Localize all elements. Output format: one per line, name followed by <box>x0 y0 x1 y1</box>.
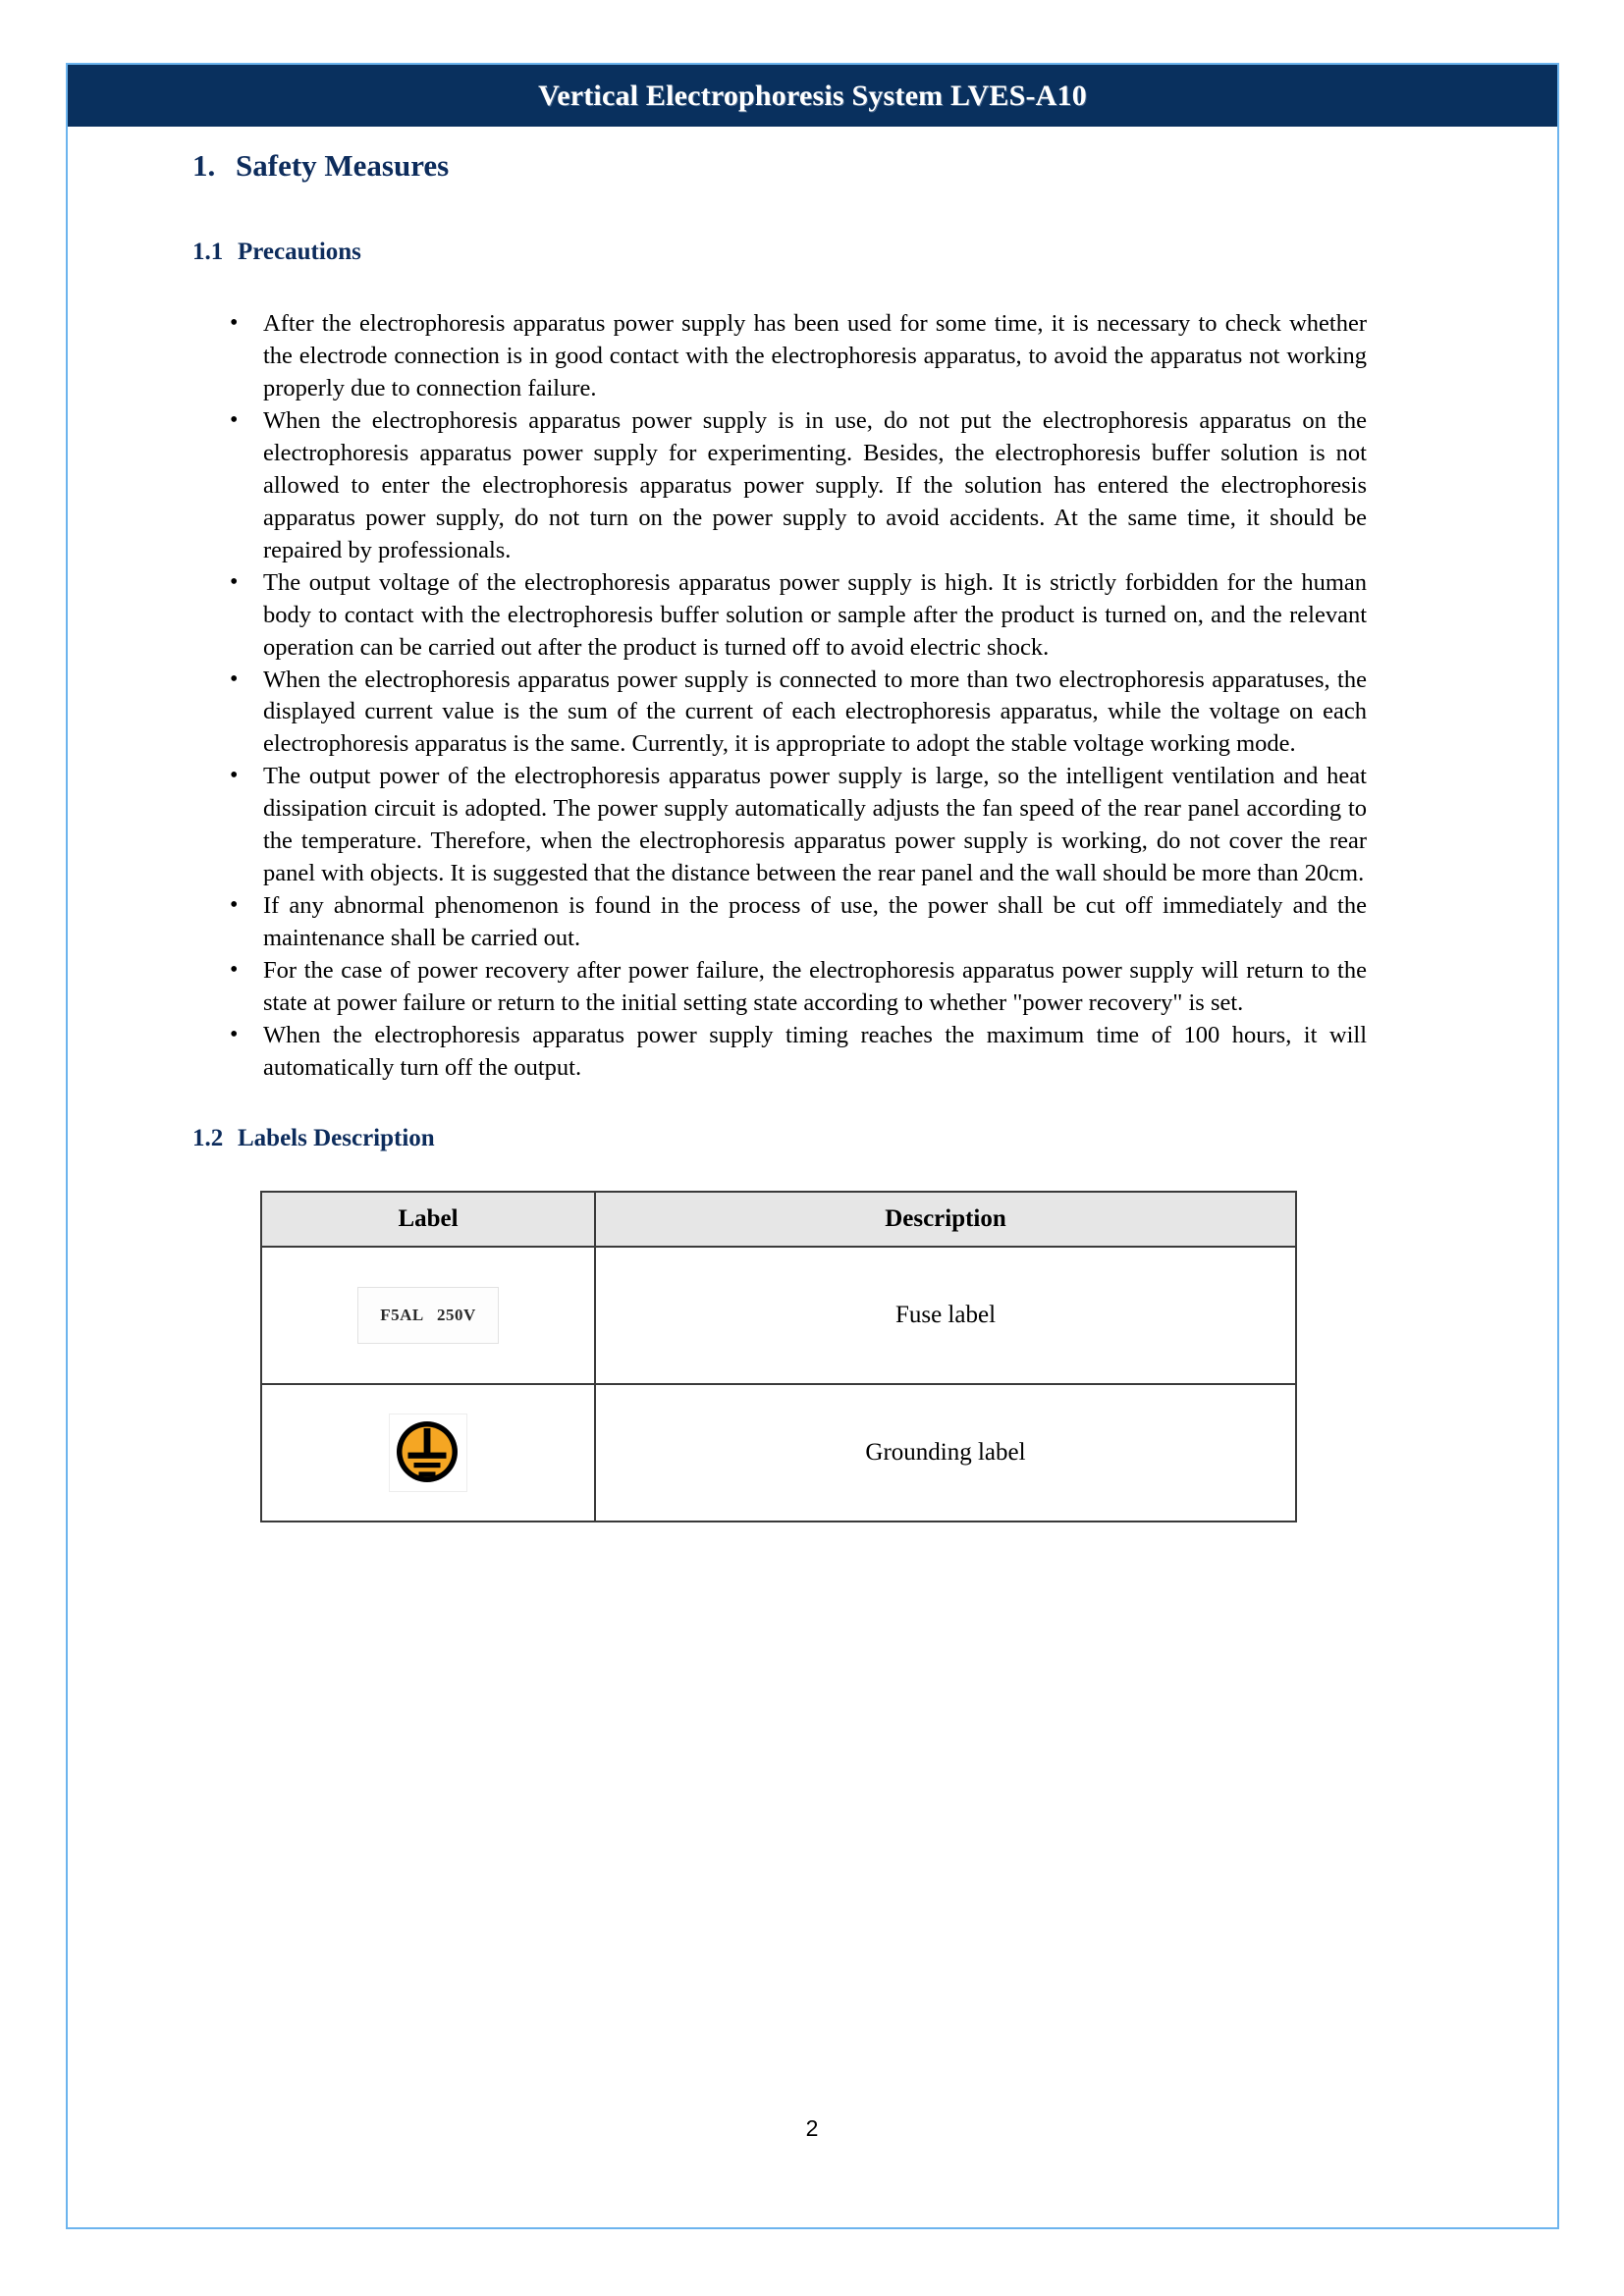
column-header-label: Label <box>261 1192 595 1247</box>
precaution-text: • The output voltage of the electrophoresis apparatus power supply is high. It is strictly forbidden for the human body to contact with the electrophoresis buffer solution or sample after the product is turned on, and the relevant operation can be carried out after the product is turned off to avoid electric shock. <box>263 568 1367 661</box>
section-number-1: 1. <box>192 148 216 183</box>
list-item <box>192 955 1367 1020</box>
table-row <box>261 1384 1296 1522</box>
section-number-1-1: 1.1 <box>192 239 224 266</box>
spacer <box>192 1085 1367 1124</box>
section-title-1-2: Labels Description <box>238 1124 435 1151</box>
precaution-text: • For the case of power recovery after power failure, the electrophoresis apparatus power supply will return to the state at power failure or return to the initial setting state according to whether "power recovery" is set. <box>263 956 1367 1016</box>
list-item <box>192 665 1367 762</box>
precaution-text: • After the electrophoresis apparatus power supply has been used for some time, it is necessary to check whether the electrode connection is in good contact with the electrophoresis apparatus, to avoid the apparatus not working properly due to connection failure. <box>263 310 1367 402</box>
section-heading-1-1 <box>192 238 1367 267</box>
grounding-description-cell: Grounding label <box>595 1384 1296 1522</box>
section-heading-1-2 <box>192 1124 1367 1153</box>
list-item <box>192 761 1367 890</box>
precaution-text: • The output power of the electrophoresis apparatus power supply is large, so the intelligent ventilation and heat dissipation circuit is adopted. The power supply automatically adjusts the fan speed of the rear panel according to the temperature. Therefore, when the electrophoresis apparatus power supply is working, do not cover the rear panel with objects. It is suggested that the distance between the rear panel and the wall should be more than 20cm. <box>263 763 1367 887</box>
labels-table-container <box>260 1191 1297 1522</box>
labels-description-table <box>260 1191 1297 1522</box>
section-title-1: Safety Measures <box>236 148 450 183</box>
precaution-text: • When the electrophoresis apparatus power supply is in use, do not put the electrophoresis apparatus on the electrophoresis apparatus power supply for experimenting. Besides, the electrophoresis buffer solution is not allowed to enter the electrophoresis apparatus power supply. If the solution has entered the electrophoresis apparatus power supply, do not turn on the power supply to avoid accidents. At the same time, it should be repaired by professionals. <box>263 407 1367 563</box>
section-heading-1 <box>192 147 1367 184</box>
list-item <box>192 567 1367 665</box>
section-number-1-2: 1.2 <box>192 1124 224 1151</box>
spacer <box>192 267 1367 308</box>
table-header-row <box>261 1192 1296 1247</box>
list-item <box>192 405 1367 567</box>
list-item <box>192 1020 1367 1085</box>
precaution-text: • If any abnormal phenomenon is found in the process of use, the power shall be cut off immediately and the maintenance shall be carried out. <box>263 892 1367 951</box>
list-item <box>192 890 1367 955</box>
grounding-label-cell <box>261 1384 595 1522</box>
column-header-description: Description <box>595 1192 1296 1247</box>
table-row <box>261 1247 1296 1384</box>
precaution-text: • When the electrophoresis apparatus power supply is connected to more than two electrophoresis apparatuses, the displayed current value is the sum of the current of each electrophoresis apparatus, while the voltage on each electrophoresis apparatus is the same. Currently, it is appropriate to adopt the stable voltage working mode. <box>263 666 1367 758</box>
fuse-description-cell: Fuse label <box>595 1247 1296 1384</box>
precautions-list <box>192 308 1367 1085</box>
fuse-label-icon: F5AL 250V <box>357 1287 499 1344</box>
precaution-text: • When the electrophoresis apparatus power supply timing reaches the maximum time of 100 hours, it will automatically turn off the output. <box>263 1021 1367 1081</box>
list-item <box>192 308 1367 405</box>
protective-earth-ground-icon <box>389 1414 467 1492</box>
spacer <box>192 184 1367 238</box>
section-title-1-1: Precautions <box>238 239 361 266</box>
page-content <box>192 147 1367 1522</box>
page-number: 2 <box>805 2115 819 2141</box>
document-title: Vertical Electrophoresis System LVES-A10 <box>538 79 1087 112</box>
document-header-banner <box>68 65 1557 127</box>
fuse-label-cell <box>261 1247 595 1384</box>
